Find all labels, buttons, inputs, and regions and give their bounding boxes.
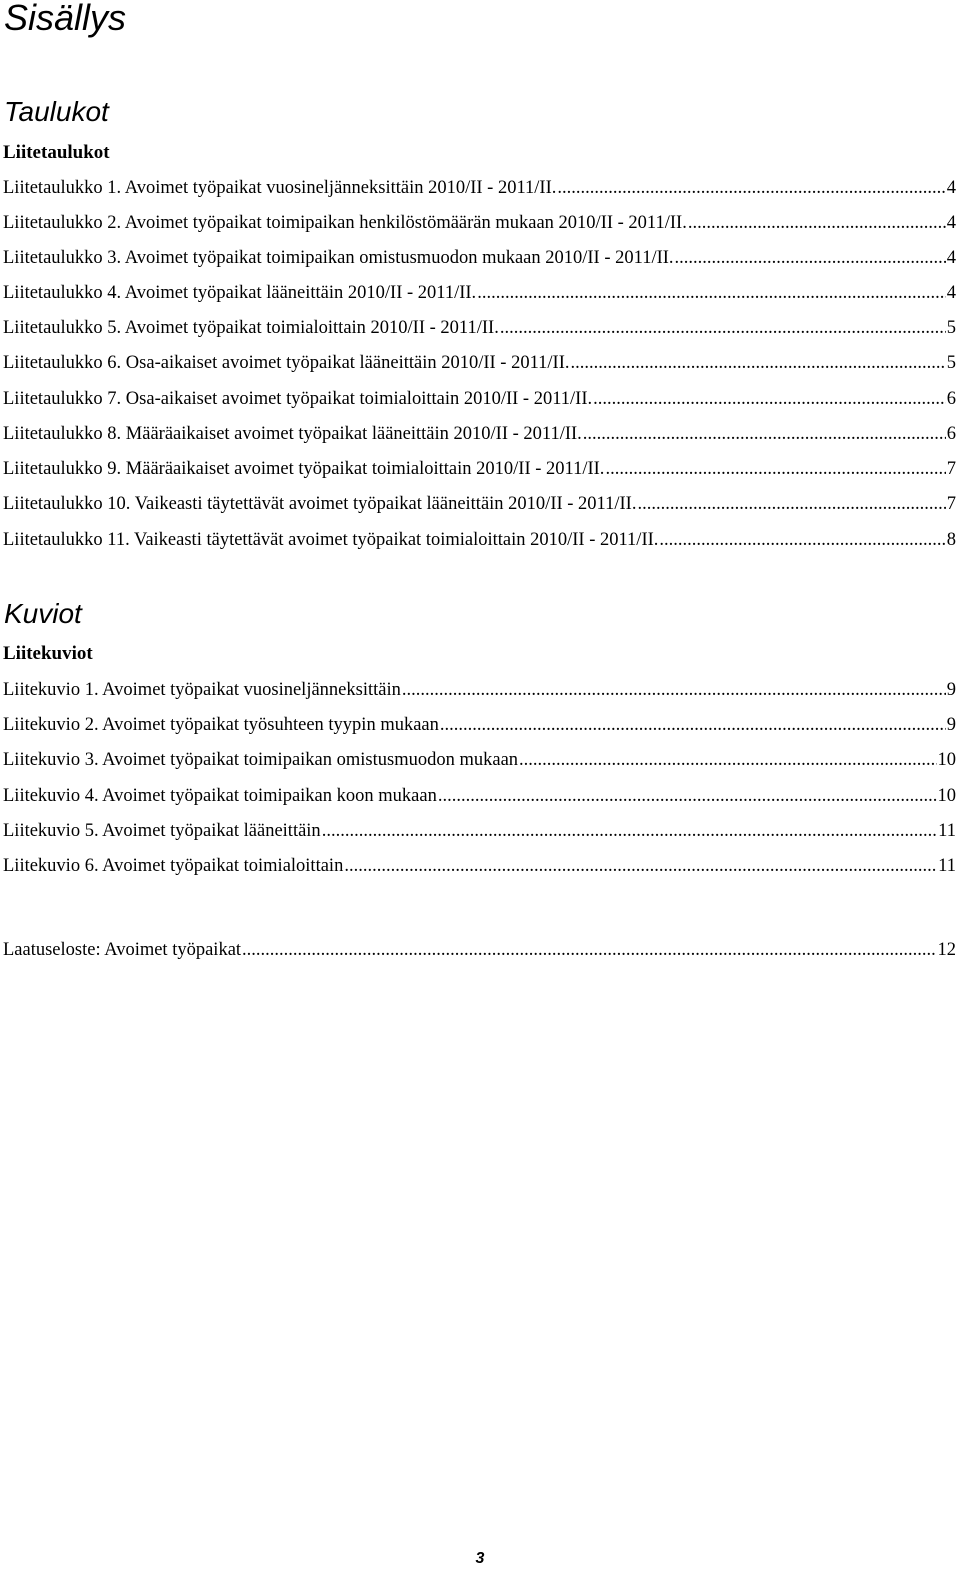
toc-page-number: 9 — [946, 680, 956, 700]
page-title: Sisällys — [4, 0, 127, 38]
toc-entry-table-7[interactable] — [3, 386, 956, 412]
dot-leader — [557, 175, 945, 201]
dot-leader — [605, 456, 945, 482]
toc-page-number: 9 — [946, 715, 956, 735]
toc-page-number: 7 — [946, 459, 956, 479]
toc-page-number: 12 — [937, 940, 956, 960]
dot-leader — [440, 712, 946, 738]
toc-entry-figure-5[interactable] — [3, 818, 956, 844]
dot-leader — [593, 386, 946, 412]
toc-entry-text: Liitekuvio 5. Avoimet työpaikat lääneittäin — [3, 821, 321, 841]
toc-page-number: 5 — [946, 318, 956, 338]
dot-leader — [637, 491, 945, 517]
toc-entry-text: Liitetaulukko 10. Vaikeasti täytettävät avoimet työpaikat lääneittäin 2010/II - 2011/II. — [3, 494, 637, 514]
toc-page-number: 6 — [946, 389, 956, 409]
dot-leader — [570, 350, 945, 376]
toc-page-number: 10 — [937, 786, 956, 806]
toc-entry-text: Liitekuvio 4. Avoimet työpaikat toimipaikan koon mukaan — [3, 786, 437, 806]
toc-entry-text: Laatuseloste: Avoimet työpaikat — [3, 940, 242, 960]
toc-page-number: 8 — [946, 530, 956, 550]
toc-page-number: 5 — [946, 353, 956, 373]
toc-entry-table-4[interactable] — [3, 280, 956, 306]
toc-entry-table-9[interactable] — [3, 456, 956, 482]
toc-entry-figure-4[interactable] — [3, 783, 956, 809]
toc-entry-text: Liitetaulukko 6. Osa-aikaiset avoimet työpaikat lääneittäin 2010/II - 2011/II. — [3, 353, 570, 373]
toc-entry-figure-1[interactable] — [3, 677, 956, 703]
toc-entry-text: Liitetaulukko 8. Määräaikaiset avoimet työpaikat lääneittäin 2010/II - 2011/II. — [3, 424, 582, 444]
toc-entry-text: Liitekuvio 1. Avoimet työpaikat vuosineljänneksittäin — [3, 680, 401, 700]
toc-entry-table-11[interactable] — [3, 527, 956, 553]
dot-leader — [675, 245, 946, 271]
toc-entry-table-5[interactable] — [3, 315, 956, 341]
toc-entry-table-3[interactable] — [3, 245, 956, 271]
dot-leader — [688, 210, 946, 236]
toc-entry-table-6[interactable] — [3, 350, 956, 376]
toc-entry-text: Liitetaulukko 4. Avoimet työpaikat lääneittäin 2010/II - 2011/II. — [3, 283, 477, 303]
section-heading-tables: Taulukot — [4, 96, 109, 127]
dot-leader — [583, 421, 946, 447]
section-heading-figures: Kuviot — [4, 598, 82, 629]
toc-page-number: 7 — [946, 494, 956, 514]
toc-page-number: 4 — [946, 213, 956, 233]
dot-leader — [500, 315, 946, 341]
toc-entry-text: Liitekuvio 2. Avoimet työpaikat työsuhteen tyypin mukaan — [3, 715, 439, 735]
toc-entry-figure-2[interactable] — [3, 712, 956, 738]
toc-entry-text: Liitetaulukko 9. Määräaikaiset avoimet työpaikat toimialoittain 2010/II - 2011/II. — [3, 459, 605, 479]
dot-leader — [438, 783, 937, 809]
toc-entry-text: Liitetaulukko 2. Avoimet työpaikat toimipaikan henkilöstömäärän mukaan 2010/II - 2011/II. — [3, 213, 687, 233]
toc-entry-text: Liitetaulukko 11. Vaikeasti täytettävät avoimet työpaikat toimialoittain 2010/II - 2011/II. — [3, 530, 659, 550]
toc-entry-text: Liitetaulukko 7. Osa-aikaiset avoimet työpaikat toimialoittain 2010/II - 2011/II. — [3, 389, 593, 409]
toc-entry-text: Liitetaulukko 5. Avoimet työpaikat toimialoittain 2010/II - 2011/II. — [3, 318, 499, 338]
toc-entry-quality-report[interactable] — [3, 937, 956, 963]
toc-page-number: 4 — [946, 248, 956, 268]
subheading-appendix-tables: Liitetaulukot — [3, 142, 110, 163]
dot-leader — [402, 677, 946, 703]
toc-entry-text: Liitetaulukko 3. Avoimet työpaikat toimipaikan omistusmuodon mukaan 2010/II - 2011/II. — [3, 248, 674, 268]
toc-entry-figure-6[interactable] — [3, 853, 956, 879]
dot-leader — [477, 280, 946, 306]
page-number-footer: 3 — [475, 1550, 485, 1567]
dot-leader — [659, 527, 945, 553]
toc-entry-figure-3[interactable] — [3, 747, 956, 773]
toc-entry-text: Liitetaulukko 1. Avoimet työpaikat vuosineljänneksittäin 2010/II - 2011/II. — [3, 178, 557, 198]
toc-entry-table-2[interactable] — [3, 210, 956, 236]
toc-page-number: 4 — [946, 178, 956, 198]
toc-page-number: 11 — [938, 856, 956, 876]
toc-entry-text: Liitekuvio 3. Avoimet työpaikat toimipaikan omistusmuodon mukaan — [3, 750, 519, 770]
toc-page-number: 6 — [946, 424, 956, 444]
toc-entry-table-10[interactable] — [3, 491, 956, 517]
dot-leader — [322, 818, 937, 844]
dot-leader — [344, 853, 937, 879]
toc-entry-table-8[interactable] — [3, 421, 956, 447]
subheading-appendix-figures: Liitekuviot — [3, 643, 93, 664]
toc-page-number: 11 — [938, 821, 956, 841]
dot-leader — [519, 747, 936, 773]
toc-page-number: 10 — [937, 750, 956, 770]
toc-entry-table-1[interactable] — [3, 175, 956, 201]
toc-page-number: 4 — [946, 283, 956, 303]
dot-leader — [242, 937, 936, 963]
toc-entry-text: Liitekuvio 6. Avoimet työpaikat toimialoittain — [3, 856, 344, 876]
